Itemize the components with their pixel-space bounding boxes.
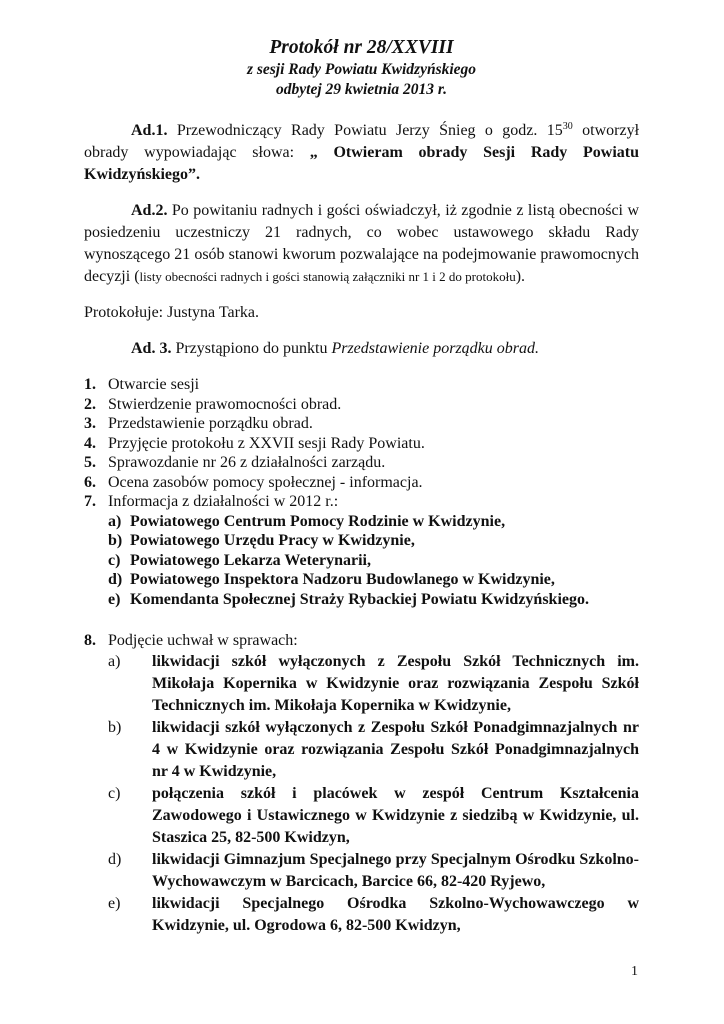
agenda-item-number: 8. [84,632,96,649]
sublist-letter: c) [108,551,121,569]
agenda-item [84,631,639,937]
sublist-letter: e) [108,894,121,912]
sublist-item [108,783,639,849]
ad2-attachments-note: listy obecności radnych i gości stanowią załączniki nr 1 i 2 do protokołu [139,269,516,284]
agenda-item [84,375,639,395]
agenda-item-text: Sprawozdanie nr 26 z działalności zarządu. [108,454,386,471]
document-page [84,36,639,937]
agenda-list [84,375,639,937]
agenda-item-number: 7. [84,493,96,510]
agenda-item [84,492,639,609]
agenda-item [84,453,639,473]
agenda-sublist-8 [108,651,639,937]
sublist-letter: e) [108,590,121,608]
ad3-label: Ad. 3. [131,340,172,357]
sublist-text: połączenia szkół i placówek w zespół Centrum Kształcenia Zawodowego i Ustawicznego w Kwidzynie z siedzibą w Kwidzynie, ul. Staszica 25, 82-500 Kwidzyn, [152,784,639,846]
sublist-text: Komendanta Społecznej Straży Rybackiej Powiatu Kwidzyńskiego. [130,590,589,608]
agenda-item-text: Ocena zasobów pomocy społecznej - informacja. [108,473,423,491]
page-number: 1 [631,964,638,979]
agenda-item-text: Przedstawienie porządku obrad. [108,415,313,432]
sublist-item [108,893,639,937]
agenda-item-number: 3. [84,415,96,432]
sublist-letter: b) [108,718,122,736]
agenda-item-number: 2. [84,395,96,413]
sublist-text: Powiatowego Lekarza Weterynarii, [130,551,371,569]
ad3-topic: Przedstawienie porządku obrad. [331,340,539,357]
sublist-text: Powiatowego Centrum Pomocy Rodzinie w Kwidzynie, [130,512,506,530]
document-date: odbytej 29 kwietnia 2013 r. [276,81,447,98]
sublist-item [108,651,639,717]
sublist-item [108,512,639,532]
sublist-letter: c) [108,784,121,802]
paragraph-ad3 [84,338,639,360]
sublist-item [108,849,639,893]
agenda-item-text: Przyjęcie protokołu z XXVII sesji Rady Powiatu. [108,434,425,452]
sublist-text: likwidacji szkół wyłączonych z Zespołu Szkół Technicznych im. Mikołaja Kopernika w Kwidzynie oraz rozwiązania Zespołu Szkół Technicznych im. Mikołaja Kopernika w Kwidzynie, [152,652,639,714]
sublist-text: Powiatowego Urzędu Pracy w Kwidzynie, [130,532,415,549]
sublist-letter: a) [108,512,122,530]
sublist-item [108,590,639,610]
paragraph-ad1 [84,120,639,186]
agenda-item-text: Otwarcie sesji [108,376,200,393]
sublist-text: likwidacji Gimnazjum Specjalnego przy Specjalnym Ośrodku Szkolno-Wychowawczym w Barcicach, Barcice 66, 82-420 Ryjewo, [152,850,639,890]
paragraph-ad2 [84,200,639,288]
agenda-sublist-7 [108,512,639,610]
ad2-label: Ad.2. [131,202,168,219]
agenda-item-text: Stwierdzenie prawomocności obrad. [108,395,342,413]
agenda-item [84,414,639,434]
agenda-item [84,434,639,454]
agenda-item [84,473,639,493]
agenda-item-number: 1. [84,376,96,393]
agenda-item-text: Podjęcie uchwał w sprawach: [108,632,298,649]
sublist-item [108,551,639,571]
ad1-label: Ad.1. [131,122,168,139]
agenda-item [84,395,639,415]
sublist-item [108,531,639,551]
ad1-text: Przewodniczący Rady Powiatu Jerzy Śnieg o godz. 15 [167,122,563,139]
agenda-item-text: Informacja z działalności w 2012 r.: [108,493,339,510]
sublist-item [108,717,639,783]
ad1-minutes: 30 [562,121,573,132]
ad1-quote: „ Otwieram obrady Sesji Rady Powiatu Kwidzyńskiego”. [84,144,640,183]
sublist-letter: d) [108,850,122,868]
sublist-letter: d) [108,571,123,588]
agenda-item-number: 4. [84,434,96,452]
ad1-text-2: otworzył obrady wypowiadając słowa: [84,122,640,161]
ad2-end: ). [515,268,526,285]
ad3-text: Przystąpiono do punktu [171,340,332,357]
sublist-text: likwidacji szkół wyłączonych z Zespołu Szkół Ponadgimnazjalnych nr 4 w Kwidzynie oraz rozwiązania Zespołu Szkół Ponadgimnazjalnych nr 4 w Kwidzynie, [152,718,639,780]
protocol-author: Protokołuje: Justyna Tarka. [84,304,260,321]
sublist-letter: a) [108,652,121,670]
sublist-item [108,570,639,590]
sublist-text: Powiatowego Inspektora Nadzoru Budowlanego w Kwidzynie, [130,571,555,588]
sublist-letter: b) [108,532,123,549]
document-subtitle: z sesji Rady Powiatu Kwidzyńskiego [246,61,477,78]
sublist-text: likwidacji Specjalnego Ośrodka Szkolno-Wychowawczego w Kwidzynie, ul. Ogrodowa 6, 82-500 Kwidzyn, [152,894,639,934]
agenda-item-number: 6. [84,473,96,491]
agenda-item-number: 5. [84,454,96,471]
document-title: Protokół nr 28/XXVIII [269,37,454,58]
ad2-text: Po powitaniu radnych i gości oświadczył, iż zgodnie z listą obecności w posiedzeniu uczestniczy 21 radnych, co wobec ustawowego składu Rady wynoszącego 21 osób stanowi kworum pozwalające na podejmowanie prawomocnych decyzji ( [84,202,639,285]
